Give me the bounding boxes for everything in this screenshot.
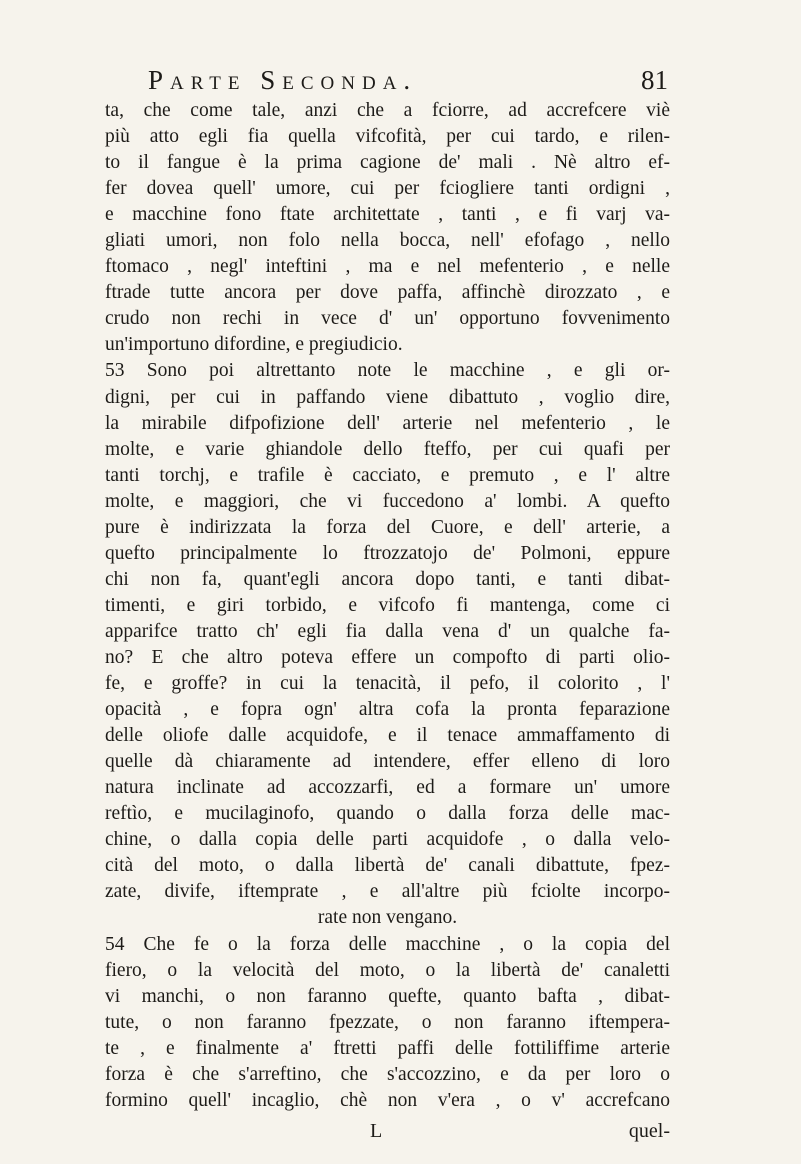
text-line: tute, o non faranno fpezzate, o non faranno iftempera- bbox=[105, 1011, 670, 1033]
text-line: fiero, o la velocità del moto, o la libertà de' canaletti bbox=[105, 959, 670, 981]
text-line: 53 Sono poi altrettanto note le macchine , e gli or- bbox=[105, 360, 670, 382]
catchword: quel- bbox=[628, 1120, 670, 1142]
text-line: e macchine fono ftate architettate , tanti , e fi varj va- bbox=[105, 204, 670, 226]
text-line: tanti torchj, e trafile è cacciato, e premuto , e l' altre bbox=[105, 464, 670, 486]
text-line: digni, per cui in paffando viene dibattuto , voglio dire, bbox=[105, 386, 670, 408]
text-line: apparifce tratto ch' egli fia dalla vena d' un qualche fa- bbox=[105, 620, 670, 642]
text-line: opacità , e fopra ogn' altra cofa la pronta feparazione bbox=[105, 699, 670, 721]
page-number: 81 bbox=[641, 65, 668, 95]
text-line: rate non vengano. bbox=[317, 907, 458, 929]
text-line: chine, o dalla copia delle parti acquidofe , o dalla velo- bbox=[105, 829, 670, 851]
running-head bbox=[148, 62, 668, 98]
text-line: fe, e groffe? in cui la tenacità, il pefo, il colorito , l' bbox=[105, 673, 670, 695]
text-line: chi non fa, quant'egli ancora dopo tanti, e tanti dibat- bbox=[105, 568, 670, 590]
text-line: zate, divife, iftemprate , e all'altre più fciolte incorpo- bbox=[105, 881, 670, 903]
text-line: cità del moto, o dalla libertà de' canali dibattute, fpez- bbox=[105, 855, 670, 877]
text-line: quefto principalmente lo ftrozzatojo de' Polmoni, eppure bbox=[105, 542, 670, 564]
text-line: formino quell' incaglio, chè non v'era , o v' accrefcano bbox=[105, 1089, 670, 1111]
text-line: natura inclinate ad accozzarfi, ed a formare un' umore bbox=[105, 777, 670, 799]
body-text bbox=[105, 98, 670, 1114]
text-line: quelle dà chiaramente ad intendere, effer elleno di loro bbox=[105, 751, 670, 773]
text-line: ftrade tutte ancora per dove paffa, affinchè dirozzato , e bbox=[105, 282, 670, 304]
text-line: ftomaco , negl' inteftini , ma e nel mefenterio , e nelle bbox=[105, 256, 670, 278]
text-line: pure è indirizzata la forza del Cuore, e dell' arterie, a bbox=[105, 516, 670, 538]
text-line: più atto egli fia quella vifcofità, per cui tardo, e rilen- bbox=[105, 126, 670, 148]
text-line: no? E che altro poteva effere un compofto di parti olio- bbox=[105, 646, 670, 668]
text-line: vi manchi, o non faranno quefte, quanto bafta , dibat- bbox=[105, 985, 670, 1007]
text-line: fer dovea quell' umore, cui per fciogliere tanti ordigni , bbox=[105, 178, 670, 200]
text-line: crudo non rechi in vece d' un' opportuno fovvenimento bbox=[105, 308, 670, 330]
text-line: 54 Che fe o la forza delle macchine , o la copia del bbox=[105, 933, 670, 955]
text-line: reftìo, e mucilaginofo, quando o dalla forza delle mac- bbox=[105, 803, 670, 825]
text-line: molte, e varie ghiandole dello fteffo, per cui quafi per bbox=[105, 438, 670, 460]
running-title: Parte Seconda. bbox=[148, 65, 418, 95]
text-line: to il fangue è la prima cagione de' mali . Nè altro ef- bbox=[105, 152, 670, 174]
text-line: forza è che s'arreftino, che s'accozzino, e da per loro o bbox=[105, 1063, 670, 1085]
text-line: te , e finalmente a' ftretti paffi delle fottiliffime arterie bbox=[105, 1037, 670, 1059]
signature-mark: L bbox=[370, 1120, 383, 1142]
text-line: gliati umori, non folo nella bocca, nell' efofago , nello bbox=[105, 230, 670, 252]
text-line: un'importuno difordine, e pregiudicio. bbox=[105, 334, 403, 356]
text-line: ta, che come tale, anzi che a fciorre, ad accrefcere viè bbox=[105, 100, 670, 121]
page-footer bbox=[105, 1117, 670, 1145]
text-line: molte, e maggiori, che vi fuccedono a' lombi. A quefto bbox=[105, 490, 670, 512]
text-line: la mirabile difpofizione dell' arterie nel mefenterio , le bbox=[105, 412, 670, 434]
text-line: delle oliofe dalle acquidofe, e il tenace ammaffamento di bbox=[105, 725, 670, 747]
text-line: timenti, e giri torbido, e vifcofo fi mantenga, come ci bbox=[105, 594, 670, 616]
